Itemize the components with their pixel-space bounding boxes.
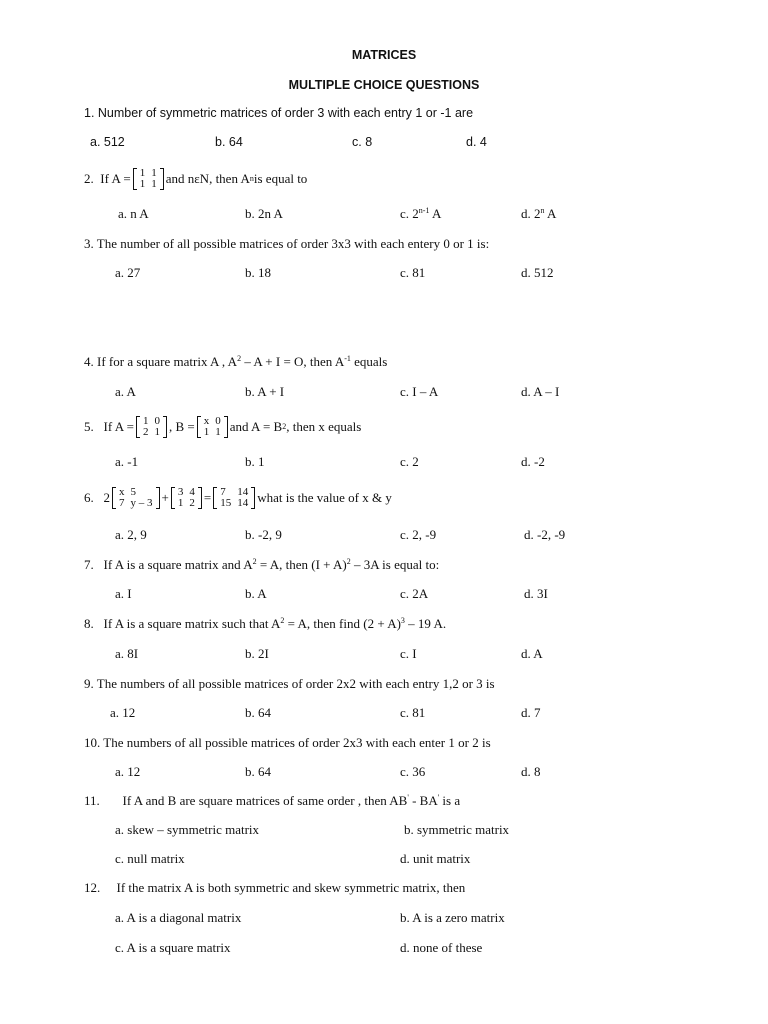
q3-option-a: a. 27 (115, 265, 141, 280)
q3-option-c: c. 81 (400, 265, 426, 280)
question-11: 11. If A and B are square matrices of same order , then AB' - BA' is a (84, 793, 461, 808)
q10-option-b: b. 64 (245, 764, 271, 779)
q7-option-a: a. I (115, 586, 132, 601)
q11-option-a: a. skew – symmetric matrix (115, 822, 260, 837)
q3-option-d: d. 512 (521, 265, 554, 280)
question-10: 10. The numbers of all possible matrices of order 2x3 with each enter 1 or 2 is (84, 735, 491, 750)
q8-option-a: a. 8I (115, 646, 139, 661)
q12-option-c: c. A is a square matrix (115, 940, 231, 955)
q6-option-b: b. -2, 9 (245, 527, 282, 542)
question-8: 8. If A is a square matrix such that $A^2 = A$, then find $(2 + A)^3 - 19$ A. (84, 616, 447, 631)
q11-option-c: c. null matrix (115, 851, 185, 866)
q7-option-d: d. 3I (524, 586, 548, 601)
q10-option-a: a. 12 (115, 764, 141, 779)
q8-option-b: b. 2I (245, 646, 269, 661)
q3-option-b: b. 18 (245, 265, 271, 280)
q9-option-c: c. 81 (400, 705, 426, 720)
matrix-a: 1 0 2 1 (136, 416, 167, 438)
q5-option-b: b. 1 (245, 454, 265, 469)
q11-option-d: d. unit matrix (400, 851, 471, 866)
q10-option-c: c. 36 (400, 764, 426, 779)
q2-post: and nεN, then A (165, 171, 250, 186)
q8-option-d: d. A (521, 646, 543, 661)
question-1: 1. Number of symmetric matrices of order 3 with each entry 1 or -1 are (84, 106, 474, 120)
question-12: 12. If the matrix A is both symmetric and skew symmetric matrix, then (84, 880, 466, 895)
question-4: 4. If for a square matrix A , $A^2 - A + I = O$, then $A^{-1}$ equals (84, 354, 388, 369)
q8-option-c: c. I (400, 646, 417, 661)
matrix-2: 3 4 1 2 (171, 487, 202, 509)
q5-option-a: a. -1 (115, 454, 139, 469)
q5-option-d: d. -2 (521, 454, 545, 469)
q6-option-a: a. 2, 9 (115, 527, 147, 542)
question-5: 5. If A = 1 0 2 1 , B = x 0 1 1 and A = B 2 , then x equals (84, 415, 362, 438)
q2-option-a: a. n A (118, 206, 149, 221)
question-3: 3. The number of all possible matrices of order 3x3 with each entery 0 or 1 is: (84, 236, 490, 251)
q10-option-d: d. 8 (521, 764, 541, 779)
q1-option-a: a. 512 (90, 135, 125, 149)
q2-pre: If A = (100, 171, 131, 186)
q4-option-b: b. A + I (245, 384, 285, 399)
q12-option-a: a. A is a diagonal matrix (115, 910, 242, 925)
matrix-b: x 0 1 1 (197, 416, 228, 438)
q9-option-b: b. 64 (245, 705, 271, 720)
q2-option-b: b. 2n A (245, 206, 283, 221)
question-7: 7. If A is a square matrix and $A^2 = A$, then $(I + A)^2 - 3A$ is equal to: (84, 557, 440, 572)
q4-option-a: a. A (115, 384, 136, 399)
q6-option-d: d. -2, -9 (524, 527, 566, 542)
q4-option-c: c. I – A (400, 384, 439, 399)
q9-option-d: d. 7 (521, 705, 541, 720)
matrix-3: 7 14 15 14 (213, 487, 255, 509)
question-2: 2. If A = 1 1 1 1 and nεN, then A n is equal to (84, 167, 308, 190)
q2-option-d: d. 2$^n$ A (521, 206, 557, 221)
q12-option-b: b. A is a zero matrix (400, 910, 505, 925)
q6-option-c: c. 2, -9 (400, 527, 437, 542)
q2-number: 2. (84, 171, 94, 186)
q12-option-d: d. none of these (400, 940, 483, 955)
q7-option-b: b. A (245, 586, 267, 601)
q4-option-d: d. A – I (521, 384, 560, 399)
q9-option-a: a. 12 (110, 705, 136, 720)
question-6: 6. 2 x 5 7 y – 3 + 3 4 1 2 = 7 14 15 14 what is the value of x & y (84, 486, 392, 509)
q7-option-c: c. 2A (400, 586, 429, 601)
q11-option-b: b. symmetric matrix (404, 822, 510, 837)
page-title: MATRICES (351, 48, 417, 62)
matrix-1: x 5 7 y – 3 (112, 487, 160, 509)
q1-option-c: c. 8 (352, 135, 373, 149)
q1-option-b: b. 64 (215, 135, 243, 149)
matrix-a: 1 1 1 1 (133, 168, 164, 190)
q1-option-d: d. 4 (466, 135, 487, 149)
q2-option-c: c. 2$^{n-1}$ A (400, 206, 442, 221)
question-9: 9. The numbers of all possible matrices of order 2x2 with each entry 1,2 or 3 is (84, 676, 495, 691)
q5-option-c: c. 2 (400, 454, 419, 469)
page-subtitle: MULTIPLE CHOICE QUESTIONS (288, 78, 480, 92)
